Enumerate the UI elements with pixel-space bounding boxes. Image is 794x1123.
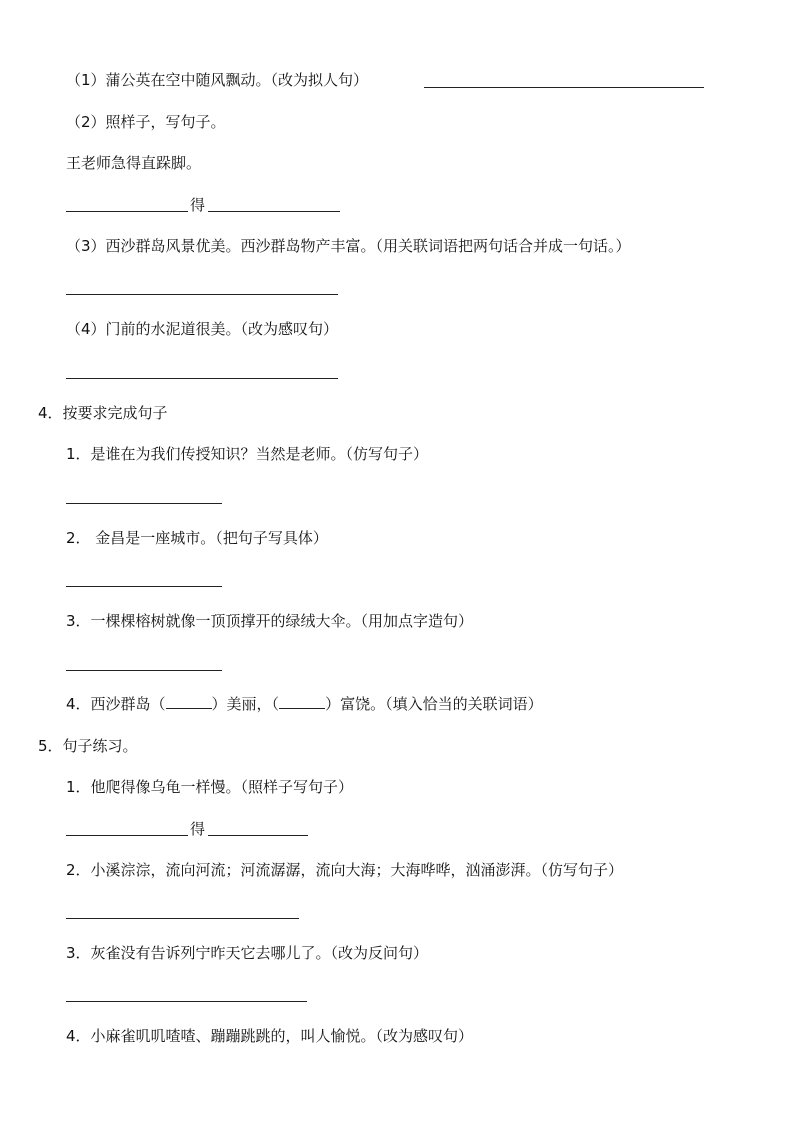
answer-blank-5-3[interactable] <box>66 1001 307 1002</box>
answer-blank-3-2-left[interactable] <box>66 211 188 212</box>
question-5-1: 1．他爬得像乌龟一样慢。（照样子写句子） <box>66 778 354 796</box>
answer-blank-5-1-left[interactable] <box>66 835 188 836</box>
answer-blank-5-1-right[interactable] <box>208 835 308 836</box>
question-3-4: （4）门前的水泥道很美。（改为感叹句） <box>66 320 339 338</box>
question-4-3: 3．一棵棵榕树就像一顶顶撑开的绿绒大伞。（用加点字造句） <box>66 612 474 630</box>
question-5-4: 4．小麻雀叽叽喳喳、蹦蹦跳跳的，叫人愉悦。（改为感叹句） <box>66 1027 474 1045</box>
connector-de: 得 <box>190 196 206 214</box>
connector-de-5: 得 <box>190 820 206 838</box>
fill-blank-4-4-b[interactable] <box>279 694 325 709</box>
example-sentence: 王老师急得直跺脚。 <box>66 154 202 172</box>
question-3-2: （2）照样子，写句子。 <box>66 113 226 131</box>
question-4-1: 1．是谁在为我们传授知识？当然是老师。（仿写句子） <box>66 445 429 463</box>
section-5-heading: 5．句子练习。 <box>38 737 138 755</box>
section-4-heading: 4．按要求完成句子 <box>38 404 168 422</box>
question-5-2: 2．小溪淙淙，流向河流；河流潺潺，流向大海；大海哗哗，汹涌澎湃。（仿写句子） <box>66 861 624 879</box>
fill-blank-4-4-a[interactable] <box>166 694 212 709</box>
question-3-3: （3）西沙群岛风景优美。西沙群岛物产丰富。（用关联词语把两句话合并成一句话。） <box>66 237 631 255</box>
question-4-4 <box>66 694 543 714</box>
answer-blank-4-1[interactable] <box>66 503 222 504</box>
question-4-4-middle2: ）富饶。（填入恰当的关联词语） <box>325 695 543 713</box>
question-4-4-middle1: ）美丽，（ <box>211 695 280 713</box>
answer-blank-4-3[interactable] <box>66 670 222 671</box>
question-5-3: 3．灰雀没有告诉列宁昨天它去哪儿了。（改为反问句） <box>66 944 429 962</box>
answer-blank-3-3[interactable] <box>66 294 338 295</box>
answer-blank-3-4[interactable] <box>66 378 338 379</box>
answer-blank-4-2[interactable] <box>66 586 222 587</box>
answer-blank-3-1[interactable] <box>424 87 704 88</box>
answer-blank-5-2[interactable] <box>66 918 299 919</box>
answer-blank-3-2-right[interactable] <box>208 211 340 212</box>
question-3-1: （1）蒲公英在空中随风飘动。（改为拟人句） <box>66 71 369 89</box>
question-4-2: 2． 金昌是一座城市。（把句子写具体） <box>66 529 328 547</box>
question-4-4-prefix: 4．西沙群岛（ <box>66 695 166 713</box>
